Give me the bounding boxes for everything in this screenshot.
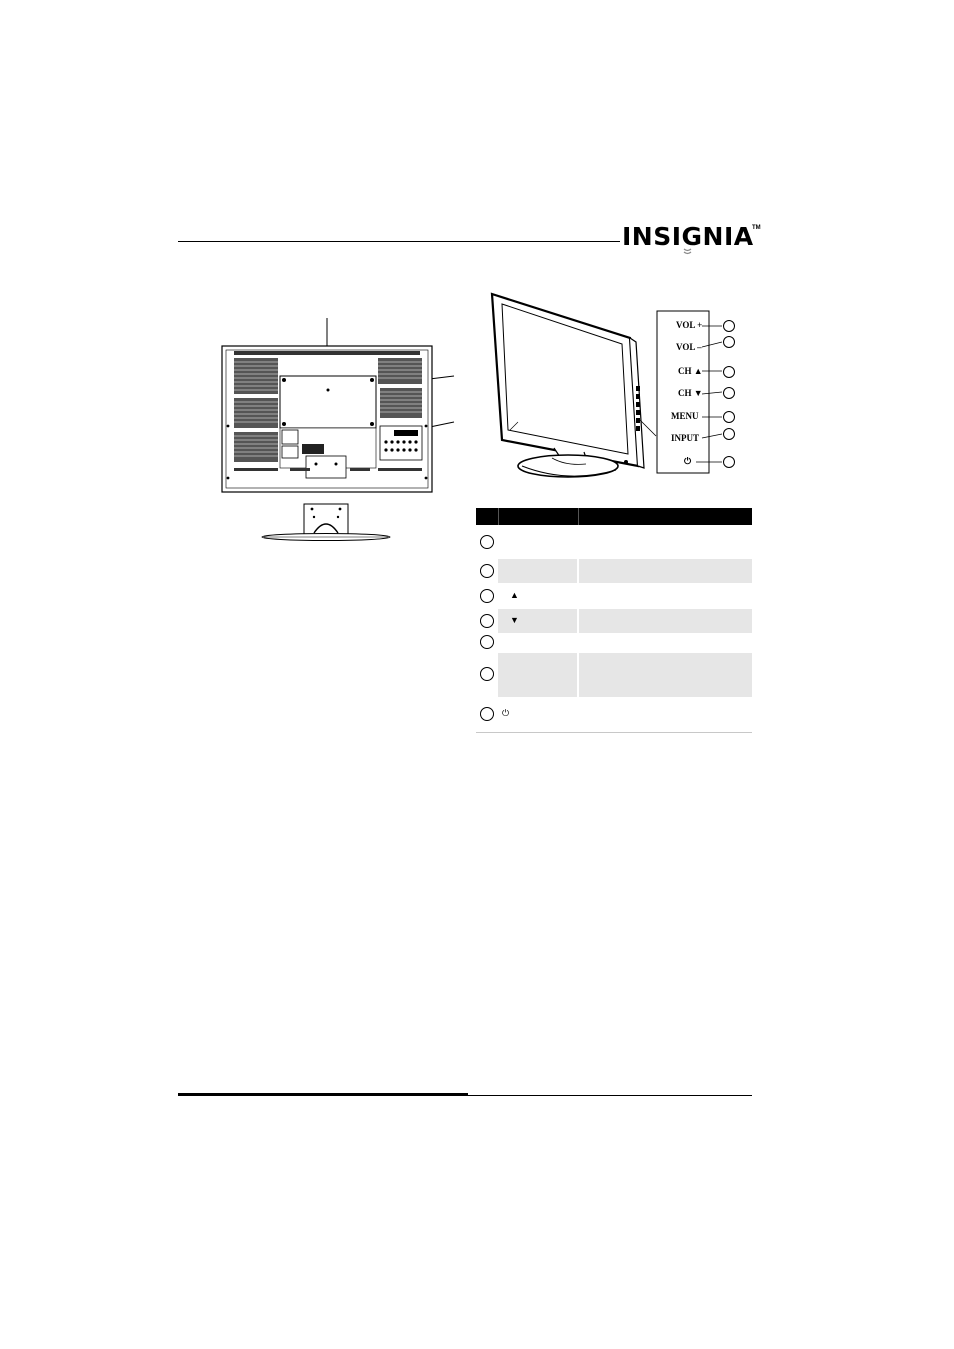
callout-circle bbox=[723, 387, 735, 399]
control-panel-frame bbox=[656, 310, 756, 476]
logo-swirl-icon bbox=[683, 247, 692, 256]
table-row bbox=[476, 609, 752, 633]
callout-circle bbox=[723, 456, 735, 468]
table-row bbox=[476, 698, 752, 732]
ch-down-glyph: ▼ bbox=[510, 615, 519, 625]
table-row bbox=[476, 525, 752, 558]
panel-label-vol-up: VOL + bbox=[676, 320, 703, 330]
table-row bbox=[476, 559, 752, 583]
panel-label-menu: MENU bbox=[671, 411, 699, 421]
table-header bbox=[476, 508, 752, 525]
row-number-circle bbox=[480, 707, 494, 721]
footer-rule bbox=[178, 1095, 752, 1096]
callout-circle bbox=[723, 411, 735, 423]
header-rule bbox=[178, 241, 620, 242]
tv-stand-diagram bbox=[260, 503, 394, 543]
table-bottom-rule bbox=[476, 732, 752, 733]
table-row bbox=[476, 653, 752, 697]
row-number-circle bbox=[480, 564, 494, 578]
callout-circle bbox=[723, 336, 735, 348]
panel-label-power: ⏻ bbox=[684, 456, 692, 466]
panel-label-vol-down: VOL – bbox=[676, 342, 702, 352]
tv-rear-view-diagram bbox=[220, 318, 460, 498]
power-glyph: ⏻ bbox=[502, 708, 510, 718]
row-number-circle bbox=[480, 635, 494, 649]
table-row bbox=[476, 584, 752, 608]
row-number-circle bbox=[480, 614, 494, 628]
callout-circle bbox=[723, 428, 735, 440]
trademark-symbol: TM bbox=[752, 225, 761, 231]
panel-label-input: INPUT bbox=[671, 433, 700, 443]
callout-circle bbox=[723, 320, 735, 332]
brand-wordmark: INSIGNIA bbox=[622, 222, 754, 251]
tv-side-view-diagram bbox=[488, 290, 658, 485]
callout-circle bbox=[723, 366, 735, 378]
panel-label-ch-down: CH ▼ bbox=[678, 388, 703, 398]
row-number-circle bbox=[480, 667, 494, 681]
table-row bbox=[476, 634, 752, 653]
ch-up-glyph: ▲ bbox=[510, 590, 519, 600]
panel-label-ch-up: CH ▲ bbox=[678, 366, 703, 376]
brand-logo bbox=[622, 222, 762, 258]
row-number-circle bbox=[480, 535, 494, 549]
row-number-circle bbox=[480, 589, 494, 603]
